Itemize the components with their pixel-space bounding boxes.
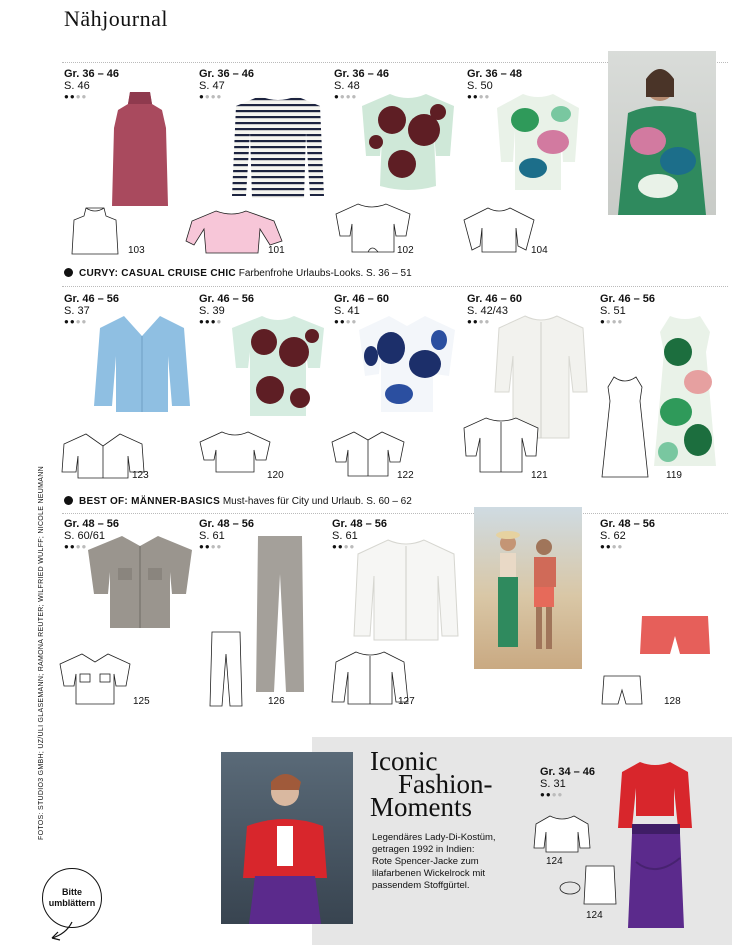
- model-photo: [608, 51, 716, 215]
- floral-blouse-image: [228, 312, 328, 420]
- difficulty-dot-empty: ●: [349, 542, 356, 551]
- divider: [62, 286, 728, 287]
- page-ref: S. 61: [332, 530, 358, 542]
- difficulty-dot-empty: ●: [210, 92, 217, 101]
- iconic-model-photo: [221, 752, 353, 924]
- difficulty-dot-empty: ●: [617, 542, 624, 551]
- technical-drawing-121: [462, 416, 540, 474]
- difficulty-dot-filled: ●: [467, 92, 473, 101]
- difficulty-dot-empty: ●: [81, 92, 88, 101]
- difficulty-dot-empty: ●: [484, 317, 491, 326]
- difficulty-dot-empty: ●: [75, 542, 82, 551]
- difficulty-dot-empty: ●: [216, 542, 223, 551]
- difficulty-dot-empty: ●: [611, 542, 618, 551]
- technical-drawing-124-jacket: [532, 814, 592, 854]
- difficulty-dot-empty: ●: [204, 92, 211, 101]
- technical-drawing-122: [330, 430, 406, 478]
- photo-credit: FOTOS: STUDIO3 GMBH; UZ/ULI GLASEMANN; RAMONA REUTER; WILFRIED WULFF; NICOLE NEUMANN: [38, 466, 45, 840]
- size-range: Gr. 46 – 60: [467, 293, 523, 305]
- difficulty-dot-empty: ●: [343, 542, 350, 551]
- technical-drawing-104: [462, 206, 536, 254]
- technical-drawing-119: [600, 375, 650, 481]
- model-number: 128: [664, 696, 681, 707]
- difficulty-dot-empty: ●: [345, 92, 352, 101]
- page-ref: S. 61: [199, 530, 225, 542]
- model-number: 101: [268, 245, 285, 256]
- technical-drawing-120: [198, 430, 272, 474]
- difficulty-dot-filled: ●: [64, 542, 70, 551]
- badge-line-2: umblättern: [48, 898, 96, 908]
- page-ref: S. 46: [64, 80, 90, 92]
- size-range: Gr. 34 – 46: [540, 766, 596, 778]
- difficulty-dot-filled: ●: [600, 317, 606, 326]
- page-ref: S. 50: [467, 80, 493, 92]
- difficulty-dot-empty: ●: [75, 317, 82, 326]
- page-title: Nähjournal: [64, 6, 168, 31]
- size-range: Gr. 48 – 56: [600, 518, 656, 530]
- difficulty-dot-empty: ●: [617, 317, 624, 326]
- difficulty-dot-filled: ●: [472, 92, 479, 101]
- difficulty-dot-empty: ●: [478, 92, 485, 101]
- size-range: Gr. 36 – 46: [199, 68, 255, 80]
- difficulty-dot-filled: ●: [69, 542, 76, 551]
- size-range: Gr. 36 – 46: [64, 68, 120, 80]
- linen-shirt-image: [82, 532, 198, 632]
- section-title: CURVY: CASUAL CRUISE CHIC: [79, 268, 236, 279]
- difficulty-dot-filled: ●: [334, 92, 340, 101]
- difficulty-dot-filled: ●: [64, 92, 70, 101]
- watercolor-dress-image: [650, 312, 720, 470]
- technical-drawing-124-skirt: [556, 864, 618, 908]
- difficulty-dot-filled: ●: [210, 317, 217, 326]
- difficulty-dot-empty: ●: [216, 317, 223, 326]
- trousers-image: [252, 534, 308, 696]
- size-range: Gr. 46 – 56: [64, 293, 120, 305]
- technical-drawing-128: [600, 674, 644, 708]
- difficulty-dot-filled: ●: [339, 317, 346, 326]
- technical-drawing-103: [66, 206, 126, 258]
- model-number: 102: [397, 245, 414, 256]
- difficulty-dot-filled: ●: [545, 790, 552, 799]
- section-heading: [64, 496, 412, 507]
- difficulty-dot-empty: ●: [345, 317, 352, 326]
- red-spencer-jacket-image: [616, 758, 694, 832]
- bullet-icon: [64, 496, 73, 505]
- model-number: 122: [397, 470, 414, 481]
- striped-top-image: [230, 92, 326, 202]
- size-range: Gr. 48 – 56: [64, 518, 120, 530]
- difficulty-dot-filled: ●: [69, 317, 76, 326]
- difficulty-dot-filled: ●: [69, 92, 76, 101]
- difficulty-dot-empty: ●: [81, 542, 88, 551]
- iconic-line-1: Iconic: [370, 746, 438, 776]
- bullet-icon: [64, 268, 73, 277]
- model-number: 123: [132, 470, 149, 481]
- page-ref: S. 37: [64, 305, 90, 317]
- difficulty-dot-empty: ●: [484, 92, 491, 101]
- page-ref: S. 51: [600, 305, 626, 317]
- couple-beach-photo: [474, 507, 582, 669]
- page-ref: S. 47: [199, 80, 225, 92]
- difficulty-dot-filled: ●: [332, 542, 338, 551]
- model-number: 121: [531, 470, 548, 481]
- difficulty-dot-empty: ●: [210, 542, 217, 551]
- difficulty-dot-filled: ●: [540, 790, 546, 799]
- model-number: 103: [128, 245, 145, 256]
- difficulty-dot-filled: ●: [199, 92, 205, 101]
- iconic-line-2: Fashion-: [398, 769, 493, 799]
- size-range: Gr. 48 – 56: [332, 518, 388, 530]
- difficulty-dot-filled: ●: [605, 542, 612, 551]
- section-subtitle: Must-haves für City und Urlaub. S. 60 – 62: [222, 496, 412, 507]
- section-heading: [64, 268, 412, 279]
- white-jacket-image: [350, 536, 462, 644]
- page-ref: S. 39: [199, 305, 225, 317]
- iconic-line-3: Moments: [370, 792, 473, 822]
- model-number: 120: [267, 470, 284, 481]
- difficulty-dot-empty: ●: [611, 317, 618, 326]
- size-range: Gr. 46 – 56: [600, 293, 656, 305]
- sleeveless-top-image: [100, 88, 180, 210]
- difficulty-dot-empty: ●: [216, 92, 223, 101]
- model-number: 127: [398, 696, 415, 707]
- difficulty-dot-filled: ●: [64, 317, 70, 326]
- difficulty-dot-filled: ●: [472, 317, 479, 326]
- page-ref: S. 62: [600, 530, 626, 542]
- page-ref: S. 48: [334, 80, 360, 92]
- section-title: BEST OF: MÄNNER-BASICS: [79, 496, 221, 507]
- size-range: Gr. 46 – 56: [199, 293, 255, 305]
- model-number: 126: [268, 696, 285, 707]
- difficulty-dot-empty: ●: [351, 92, 358, 101]
- iconic-heading: [370, 746, 493, 822]
- difficulty-dot-filled: ●: [199, 317, 205, 326]
- floral-top-image: [358, 90, 458, 198]
- difficulty-dot-empty: ●: [478, 317, 485, 326]
- blue-embroidered-jacket-image: [92, 312, 192, 416]
- size-range: Gr. 48 – 56: [199, 518, 255, 530]
- purple-wrap-skirt-image: [626, 822, 686, 932]
- technical-drawing-126: [208, 630, 244, 710]
- model-number: 124: [546, 856, 563, 867]
- product-item[interactable]: [600, 518, 730, 552]
- difficulty-dot-empty: ●: [351, 317, 358, 326]
- turn-page-badge[interactable]: [42, 868, 102, 928]
- section-subtitle: Farbenfrohe Urlaubs-Looks. S. 36 – 51: [238, 268, 412, 279]
- difficulty-dot-filled: ●: [204, 317, 211, 326]
- difficulty-dot-filled: ●: [600, 542, 606, 551]
- difficulty-dot-filled: ●: [467, 317, 473, 326]
- model-number: 124: [586, 910, 603, 921]
- model-number: 125: [133, 696, 150, 707]
- difficulty-dot-filled: ●: [337, 542, 344, 551]
- difficulty-dot-filled: ●: [204, 542, 211, 551]
- difficulty-dot-empty: ●: [81, 317, 88, 326]
- difficulty-dot-empty: ●: [75, 92, 82, 101]
- technical-drawing-125: [58, 652, 132, 706]
- difficulty-dot-empty: ●: [551, 790, 558, 799]
- difficulty-dot-empty: ●: [339, 92, 346, 101]
- model-number: 119: [666, 470, 682, 481]
- page-ref: S. 60/61: [64, 530, 105, 542]
- difficulty-dot-empty: ●: [605, 317, 612, 326]
- watercolor-top-image: [495, 90, 581, 198]
- size-range: Gr. 36 – 46: [334, 68, 390, 80]
- page-ref: S. 41: [334, 305, 360, 317]
- page-ref: S. 31: [540, 778, 566, 790]
- size-range: Gr. 46 – 60: [334, 293, 390, 305]
- coral-shorts-image: [638, 614, 712, 658]
- divider: [62, 513, 728, 514]
- difficulty-dot-empty: ●: [557, 790, 564, 799]
- badge-line-1: Bitte: [62, 887, 82, 897]
- size-range: Gr. 36 – 48: [467, 68, 523, 80]
- model-number: 104: [531, 245, 548, 256]
- difficulty-dot-filled: ●: [199, 542, 205, 551]
- page-ref: S. 42/43: [467, 305, 508, 317]
- difficulty-dot-filled: ●: [334, 317, 340, 326]
- difficulty-dots: [600, 542, 730, 552]
- iconic-description: Legendäres Lady-Di-Kostüm, getragen 1992 in Indien: Rote Spencer-Jacke zum lilafarbenen Wickelrock mit passendem Stoffgürtel.: [372, 832, 496, 891]
- blue-print-shirt-image: [355, 312, 459, 416]
- arrow-icon: [48, 920, 78, 942]
